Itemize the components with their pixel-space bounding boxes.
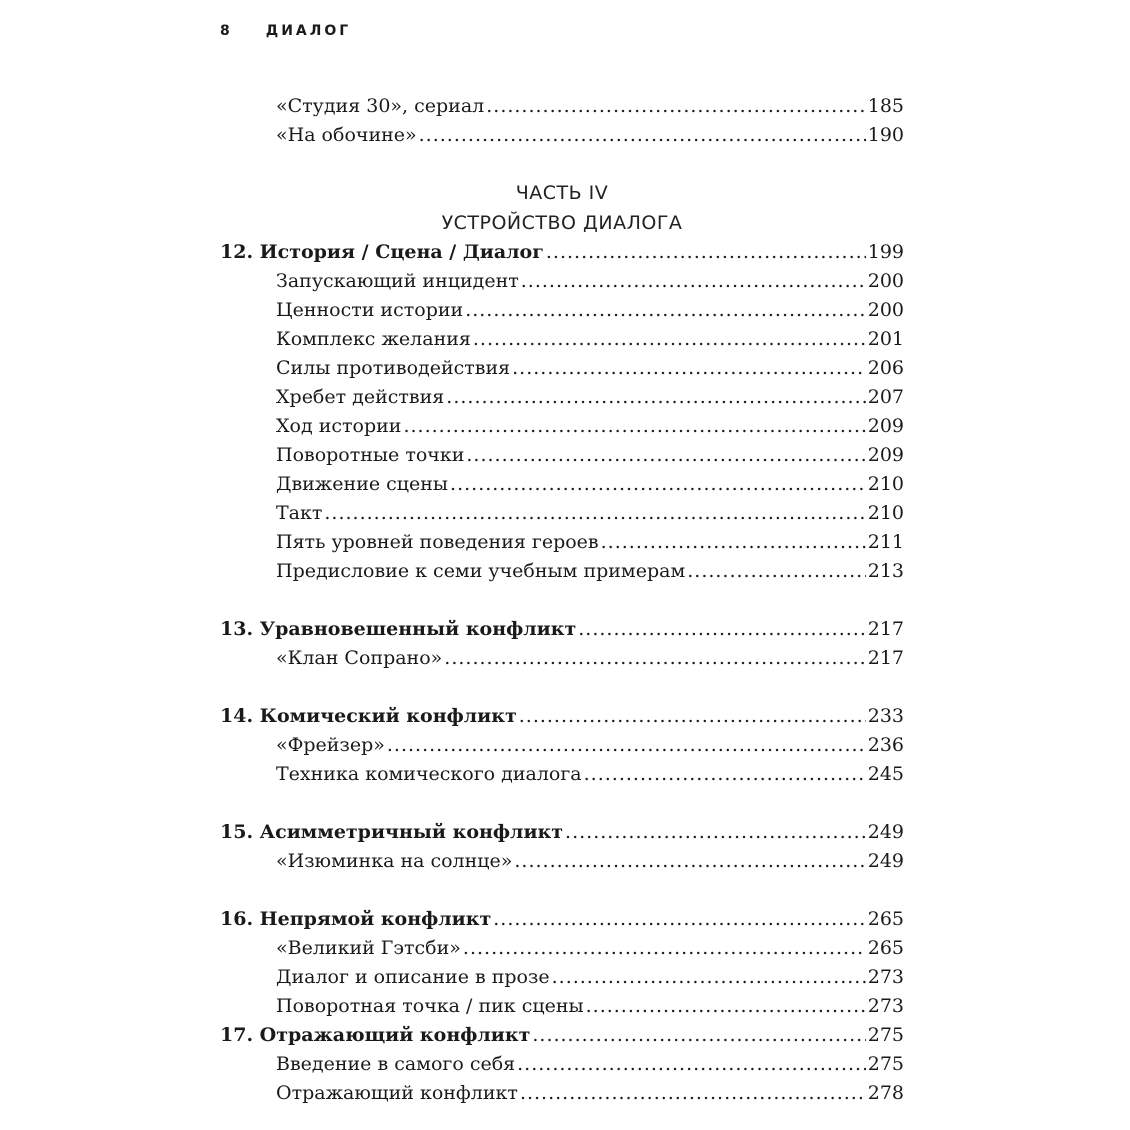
toc-entry-page: 210 [867,473,904,495]
part-label: ЧАСТЬ IV [515,182,609,204]
toc-entry-page: 200 [867,270,904,292]
toc-entry-title: Диалог и описание в прозе [276,966,550,988]
toc-entry-title: Движение сцены [276,473,449,495]
toc-entry-page: 236 [867,734,904,756]
toc-entry[interactable] [276,934,904,962]
toc-entry-title: Поворотные точки [276,444,465,466]
toc-entry[interactable] [276,325,904,353]
toc-entry-title: Запускающий инцидент [276,270,519,292]
chapter-title: 16. Непрямой конфликт [220,908,492,930]
toc-entry-page: 207 [867,386,904,408]
toc-entry-title: «Клан Сопрано» [276,647,443,669]
toc-entry-title: Ценности истории [276,299,464,321]
chapter-entry[interactable] [220,905,904,933]
toc-entry-title: Отражающий конфликт [276,1082,518,1104]
chapter-entry[interactable] [220,238,904,266]
toc-entry-page: 200 [867,299,904,321]
dot-leader [552,963,866,991]
dot-leader [493,905,865,933]
toc-entry-title: Хребет действия [276,386,445,408]
toc-entry-title: Введение в самого себя [276,1053,516,1075]
toc-entry[interactable] [276,760,904,788]
dot-leader [586,992,866,1020]
toc-entry[interactable] [276,267,904,295]
dot-leader [687,557,866,585]
toc-entry-page: 217 [867,647,904,669]
toc-entry[interactable] [276,528,904,556]
toc-entry-page: 190 [867,124,904,146]
toc-entry[interactable] [276,92,904,120]
toc-entry-title: «Великий Гэтсби» [276,937,461,959]
running-head [220,20,351,42]
chapter-title: 12. История / Сцена / Диалог [220,241,544,263]
chapter-page: 265 [867,908,904,930]
toc-entry[interactable] [276,1079,904,1107]
dot-leader [514,847,865,875]
dot-leader [584,760,866,788]
toc-entry-page: 273 [867,966,904,988]
toc-entry-title: Предисловие к семи учебным примерам [276,560,686,582]
toc-entry[interactable] [276,644,904,672]
toc-entry-page: 273 [867,995,904,1017]
dot-leader [565,818,866,846]
toc-entry[interactable] [276,121,904,149]
chapter-title: 15. Асимметричный конфликт [220,821,564,843]
chapter-page: 249 [867,821,904,843]
dot-leader [486,92,866,120]
dot-leader [324,499,865,527]
toc-entry[interactable] [276,557,904,585]
toc-entry[interactable] [276,296,904,324]
toc-entry-title: «Студия 30», сериал [276,95,485,117]
toc-entry[interactable] [276,1050,904,1078]
chapter-page: 275 [867,1024,904,1046]
dot-leader [521,267,866,295]
dot-leader [465,296,866,324]
chapter-entry[interactable] [220,818,904,846]
dot-leader [520,1079,866,1107]
toc-entry-title: «На обочине» [276,124,417,146]
dot-leader [446,383,865,411]
dot-leader [444,644,865,672]
running-title: ДИАЛОГ [265,23,352,39]
toc-entry[interactable] [276,992,904,1020]
dot-leader [403,412,865,440]
chapter-entry[interactable] [220,615,904,643]
dot-leader [387,731,866,759]
toc-entry-page: 209 [867,444,904,466]
toc-entry-title: «Фрейзер» [276,734,385,756]
toc-entry-page: 206 [867,357,904,379]
toc-entry-page: 213 [867,560,904,582]
toc-entry[interactable] [276,383,904,411]
toc-entry-title: Пять уровней поведения героев [276,531,599,553]
toc-entry-title: Такт [276,502,323,524]
toc-entry[interactable] [276,499,904,527]
toc-entry-title: Поворотная точка / пик сцены [276,995,584,1017]
chapter-entry[interactable] [220,702,904,730]
chapter-title: 17. Отражающий конфликт [220,1024,531,1046]
toc-entry[interactable] [276,354,904,382]
toc-entry-page: 211 [867,531,904,553]
part-title: УСТРОЙСТВО ДИАЛОГА [441,212,683,234]
toc-entry-page: 278 [867,1082,904,1104]
dot-leader [450,470,866,498]
toc-entry[interactable] [276,847,904,875]
toc-entry-title: Комплекс желания [276,328,471,350]
chapter-page: 217 [867,618,904,640]
chapter-page: 233 [867,705,904,727]
dot-leader [546,238,866,266]
toc-entry-page: 185 [867,95,904,117]
dot-leader [463,934,866,962]
page-number: 8 [220,23,230,39]
toc-entry-title: Техника комического диалога [276,763,582,785]
dot-leader [419,121,866,149]
dot-leader [466,441,865,469]
dot-leader [532,1021,865,1049]
toc-entry[interactable] [276,963,904,991]
toc-entry-page: 275 [867,1053,904,1075]
toc-entry-page: 245 [867,763,904,785]
chapter-title: 13. Уравновешенный конфликт [220,618,577,640]
dot-leader [512,354,866,382]
chapter-entry[interactable] [220,1021,904,1049]
toc-entry-page: 265 [867,937,904,959]
toc-entry-page: 209 [867,415,904,437]
dot-leader [601,528,866,556]
toc-entry-page: 210 [867,502,904,524]
dot-leader [473,325,866,353]
toc-entry-page: 249 [867,850,904,872]
chapter-page: 199 [867,241,904,263]
dot-leader [519,702,866,730]
toc-entry-title: «Изюминка на солнце» [276,850,513,872]
chapter-title: 14. Комический конфликт [220,705,517,727]
toc-entry[interactable] [276,470,904,498]
dot-leader [517,1050,866,1078]
toc-entry[interactable] [276,412,904,440]
toc-entry[interactable] [276,441,904,469]
toc-entry-title: Ход истории [276,415,402,437]
toc-entry-page: 201 [867,328,904,350]
dot-leader [578,615,865,643]
toc-entry[interactable] [276,731,904,759]
toc-entry-title: Силы противодействия [276,357,511,379]
